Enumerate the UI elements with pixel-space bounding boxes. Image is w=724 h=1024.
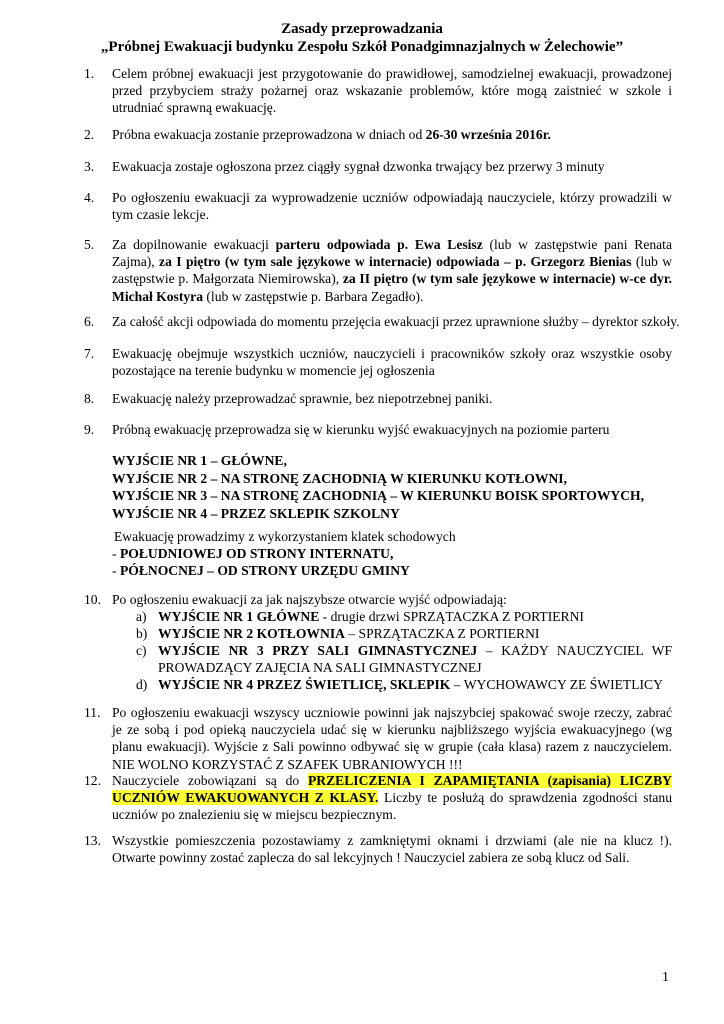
- item-text: Po ogłoszeniu ewakuacji wszyscy uczniowie powinni jak najszybciej spakować swoje rzeczy, zabrać je ze sobą i pod opieką nauczyciela udać się w kierunku najbliższego wyjścia ewakuacyjnego (wg planu ewakuacji). Wyjście z Sali powinno odbywać się w grupie (cała klasa) razem z nauczycielem. NIE WOLNO KORZYSTAĆ Z SZAFEK UBRANIOWYCH !!!: [112, 705, 672, 772]
- item-text: Wszystkie pomieszczenia pozostawiamy z zamkniętymi oknami i drzwiami (ale nie na klucz !). Otwarte powinny zostać zaplecza do sal lekcyjnych ! Nauczyciel zabiera ze sobą klucz od Sali.: [112, 833, 672, 866]
- item-text: Po ogłoszeniu ewakuacji za wyprowadzenie uczniów odpowiadają nauczyciele, którzy prowadzili w tym czasie lekcje.: [112, 190, 672, 223]
- item-number: 7.: [84, 346, 95, 361]
- item-text: [112, 126, 551, 143]
- responsible-first-floor: za I piętro (w tym sale językowe w internacie) odpowiada – p. Grzegorz Bienias: [159, 254, 632, 270]
- item-number: 5.: [84, 237, 95, 252]
- sub-item-bold: WYJŚCIE NR 1 GŁÓWNE: [158, 609, 320, 624]
- item-text: Celem próbnej ewakuacji jest przygotowanie do prawidłowej, samodzielnej ewakuacji, prowadzonej przed przybyciem straży pożarnej oraz wskazanie problemów, które mogą zaistnieć w szkole i utrudniać sprawną ewakuację.: [112, 66, 672, 116]
- item-number: 1.: [84, 66, 95, 81]
- stairs-south: [112, 545, 393, 562]
- item-text-part: (lub w zastępstwie p. Małgorzata Niemirowska),: [112, 254, 673, 287]
- item-number: 13.: [84, 833, 101, 848]
- responsible-second-floor: za II piętro (w tym sale językowe w internacie) w-ce dyr. Michał Kostyra: [112, 271, 672, 304]
- item-text: Ewakuację należy przeprowadzać sprawnie, bez niepotrzebnej paniki.: [112, 391, 493, 406]
- item-text: Ewakuacja zostaje ogłoszona przez ciągły sygnał dzwonka trwający bez przerwy 3 minuty: [112, 159, 605, 174]
- sub-letter: d): [136, 677, 148, 692]
- stairs-north: [112, 562, 410, 579]
- item-number: 11.: [84, 705, 101, 720]
- sub-item-rest: – SPRZĄTACZKA Z PORTIERNI: [344, 626, 540, 641]
- item-text-part: Próbna ewakuacja zostanie przeprowadzona w dniach od: [112, 127, 426, 142]
- highlighted-instruction: PRZELICZENIA I ZAPAMIĘTANIA (zapisania) LICZBY UCZNIÓW EWAKUOWANYCH Z KLASY.: [112, 773, 673, 806]
- item-number: 9.: [84, 422, 95, 437]
- sub-item-b: [158, 625, 672, 642]
- sub-item-bold: WYJŚCIE NR 2 KOTŁOWNIA: [158, 626, 345, 641]
- sub-item-d: [158, 676, 672, 693]
- sub-letter: a): [136, 609, 147, 624]
- date-range: 26-30 września 2016r.: [425, 127, 551, 142]
- exit-line-2: WYJŚCIE NR 2 – NA STRONĘ ZACHODNIĄ W KIERUNKU KOTŁOWNI,: [112, 470, 567, 486]
- item-text-part: Nauczyciele zobowiązani są do: [112, 773, 308, 788]
- item-text: Za całość akcji odpowiada do momentu przejęcia ewakuacji przez uprawnione służby – dyrektor szkoły.: [112, 314, 680, 329]
- sub-item-bold: WYJŚCIE NR 4 PRZEZ ŚWIETLICĘ, SKLEPIK: [158, 677, 451, 692]
- sub-letter: b): [136, 626, 148, 641]
- sub-item-rest: - drugie drzwi SPRZĄTACZKA Z PORTIERNI: [319, 609, 584, 624]
- item-text-part: (lub w zastępstwie p. Barbara Zegadło).: [203, 288, 424, 304]
- item-number: 2.: [84, 127, 95, 142]
- item-text-part: (lub w zastępstwie pani Renata Zajma),: [112, 237, 672, 270]
- exit-line-3: WYJŚCIE NR 3 – NA STRONĘ ZACHODNIĄ – W KIERUNKU BOISK SPORTOWYCH,: [112, 488, 645, 503]
- title-line-2: „Próbnej Ewakuacji budynku Zespołu Szkół Ponadgimnazjalnych w Żelechowie”: [100, 39, 624, 55]
- item-number: 10.: [84, 592, 101, 607]
- item-text: [112, 772, 672, 824]
- item-text: Po ogłoszeniu ewakuacji za jak najszybsze otwarcie wyjść odpowiadają:: [112, 592, 507, 607]
- item-number: 4.: [84, 190, 95, 205]
- sub-item-rest: – KAŻDY NAUCZYCIEL WF PROWADZĄCY ZAJĘCIA NA SALI GIMNASTYCZNEJ: [158, 643, 673, 675]
- item-text-part: Liczby te posłużą do sprawdzenia zgodności stanu uczniów po znalezieniu się w miejscu bezpiecznym.: [112, 790, 672, 823]
- item-text: Próbną ewakuację przeprowadza się w kierunku wyjść ewakuacyjnych na poziomie parteru: [112, 422, 610, 437]
- item-number: 8.: [84, 391, 95, 406]
- item-text: [112, 236, 672, 305]
- dash: -: [112, 546, 120, 561]
- exit-line-1: WYJŚCIE NR 1 – GŁÓWNE,: [112, 453, 287, 468]
- title-line-1: Zasady przeprowadzania: [281, 21, 443, 37]
- item-text: Ewakuację obejmuje wszystkich uczniów, nauczycieli i pracowników szkoły oraz wszystkie osoby pozostające na terenie budynku w momencie jej ogłoszenia: [112, 346, 672, 379]
- stairs-north-label: PÓŁNOCNEJ – OD STRONY URZĘDU GMINY: [119, 563, 410, 578]
- item-number: 12.: [84, 773, 101, 788]
- dash: -: [112, 563, 120, 578]
- responsible-ground-floor: parteru odpowiada p. Ewa Lesisz: [275, 237, 483, 252]
- sub-letter: c): [136, 643, 147, 658]
- stairs-south-label: POŁUDNIOWEJ OD STRONY INTERNATU,: [119, 546, 394, 561]
- stairs-intro: Ewakuację prowadzimy z wykorzystaniem klatek schodowych: [114, 529, 456, 544]
- sub-item-c: [158, 642, 672, 676]
- item-number: 3.: [84, 159, 95, 174]
- item-text-part: Za dopilnowanie ewakuacji: [112, 237, 276, 252]
- item-number: 6.: [84, 314, 95, 329]
- sub-item-rest: – WYCHOWAWCY ZE ŚWIETLICY: [450, 677, 663, 692]
- sub-item-bold: WYJŚCIE NR 3 PRZY SALI GIMNASTYCZNEJ: [158, 643, 478, 658]
- exit-line-4: WYJŚCIE NR 4 – PRZEZ SKLEPIK SZKOLNY: [112, 505, 400, 521]
- page-number: 1: [662, 970, 669, 985]
- sub-item-a: [158, 608, 672, 625]
